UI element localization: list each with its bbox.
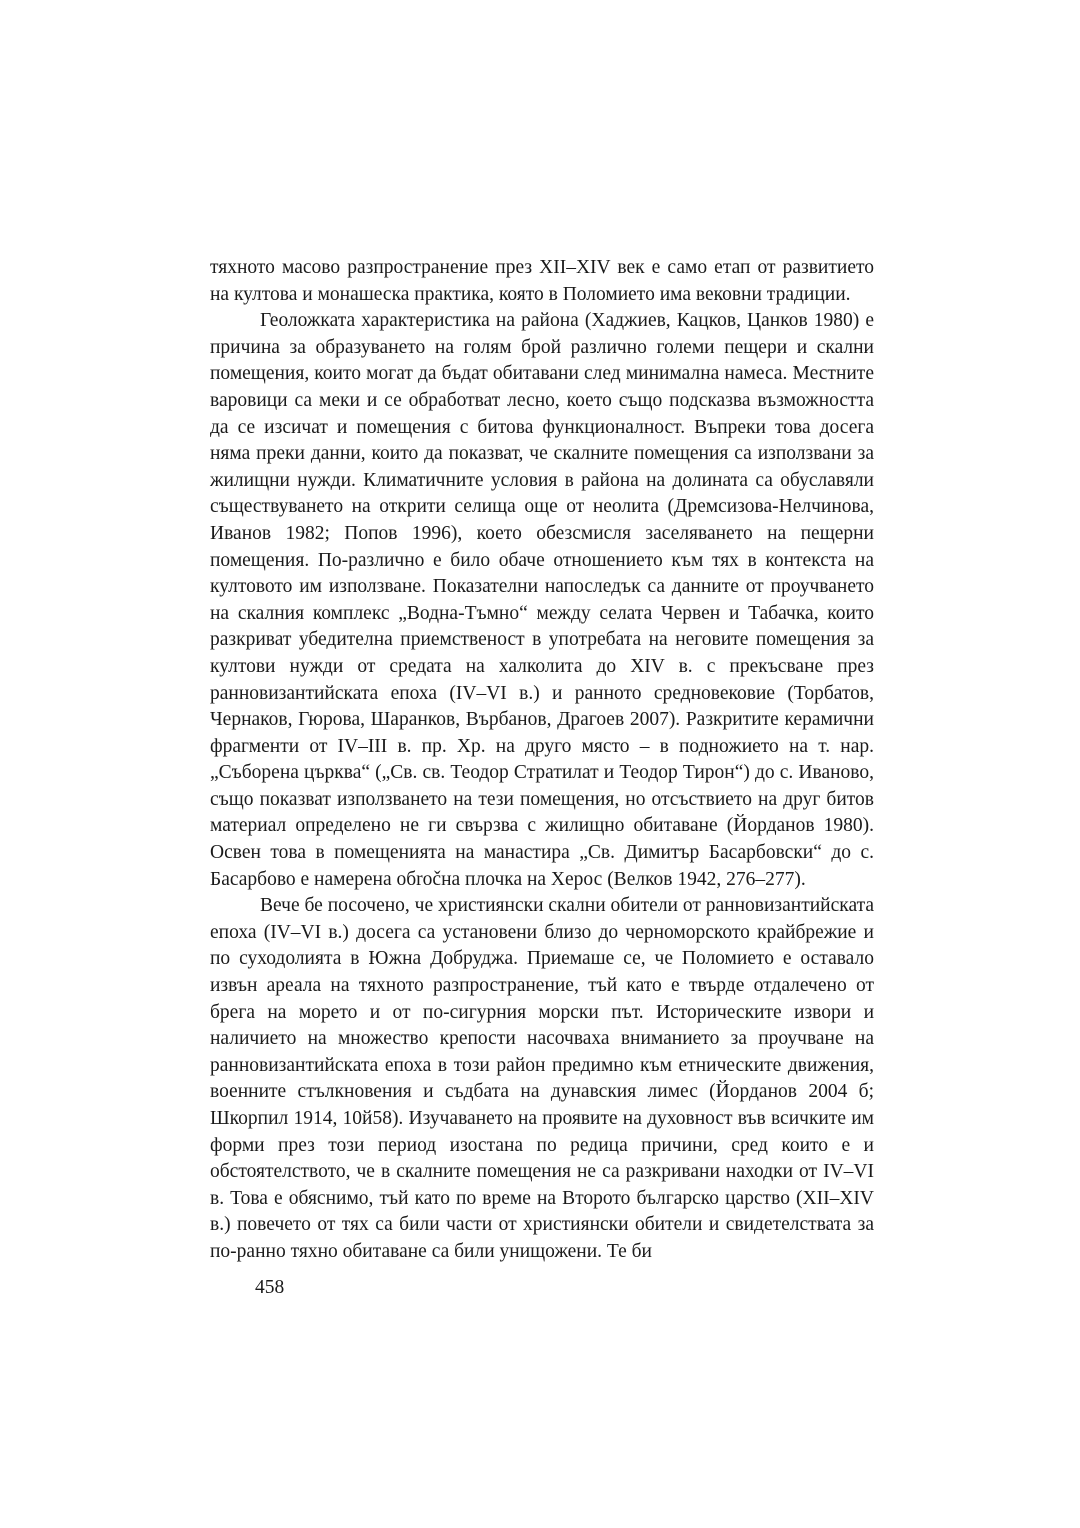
paragraph-christian-hermitages: Вече бе посочено, че християнски скални обители от ранновизантийската епоха (IV–VI в.) досега са установени близо до черноморското крайбрежие и по суходолията в Южна Добруджа. Приемаше се, че Поломието е оставало извън ареала на тяхното разпространение, тъй като е твърде отдалечено от брега на морето и от по-сигурния морски път. Историческите извори и наличието на множество крепости насочваха вниманието за проучване на ранновизантийската епоха в този район предимно към етническите движения, военните стълкновения и съдбата на дунавския лимес (Йорданов 2004 б; Шкорпил 1914, 10й58). Изучаването на проявите на духовност във всичките им форми през този период изостана по редица причини, сред които е и обстоятелството, че в скалните помещения не са разкривани находки от IV–VI в. Това е обяснимо, тъй като по време на Второто българско царство (XII–XIV в.) повечето от тях са били части от християнски обители и свидетелствата за по-ранно тяхно обитаване са били унищожени. Те би — [210, 895, 875, 1262]
paragraph-continuation: тяхното масово разпространение през XII–XIV век е само етап от развитието на култова и монашеска практика, която в Поломието има вековни традиции. — [210, 257, 874, 305]
paragraph-geology: Геоложката характеристика на района (Хаджиев, Кацков, Цанков 1980) е причина за образуването на голям брой различно големи пещери и скални помещения, които могат да бъдат обитавани след минимална намеса. Местните варовици са меки и се обработват лесно, което също подсказва възможността да се изсичат и помещения с битова функционалност. Въпреки това досега няма преки данни, които да показват, че скалните помещения са използвани за жилищни нужди. Климатичните условия в района на долината са обуславяли съществуването на открити селища още от неолита (Дремсизова-Нелчинова, Иванов 1982; Попов 1996), което обезсмисля заселяването на пещерни помещения. По-различно е било обаче отношението към тях в контекста на култовото им използване. Показателни напоследък са данните от проучването на скалния комплекс „Водна-Тъмно“ между селата Червен и Табачка, които разкриват убедителна приемственост в употребата на неговите помещения за култови нужди от средата на халколита до XIV в. с прекъсване през ранновизантийската епоха (IV–VI в.) и ранното средновековие (Торбатов, Чернаков, Гюрова, Шаранков, Върбанов, Драгоев 2007). Разкритите керамични фрагменти от IV–III в. пр. Хр. на друго място – в подножието на т. нар. „Съборена църква“ („Св. св. Теодор Стратилат и Теодор Тирон“) до с. Иваново, също показват използването на тези помещения, но отсъствието на друг битов материал определено не ги свързва с жилищно обитаване (Йорданов 1980). Освен това в помещенията на манастира „Св. Димитър Басарбовски“ до с. Басарбово е намерена обročна плочка на Херос (Велков 1942, 276–277). — [210, 310, 874, 890]
body-text — [210, 255, 874, 1266]
page-number: 458 — [255, 1277, 285, 1298]
